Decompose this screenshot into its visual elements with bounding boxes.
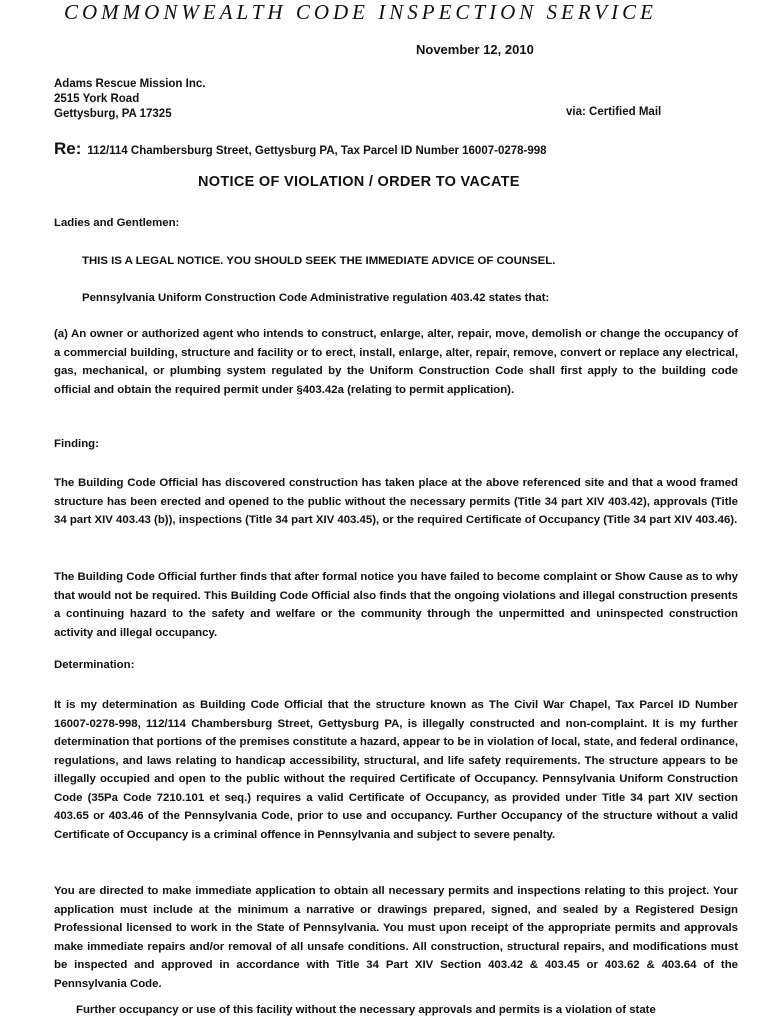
notice-title: NOTICE OF VIOLATION / ORDER TO VACATE <box>198 174 520 190</box>
finding-paragraph-1: The Building Code Official has discovered construction has taken place at the above referenced site and that a wood framed structure has been erected and opened to the public without the necessary permits (Title 34 part XIV 403.42), approvals (Title 34 part XIV 403.43 (b)), inspections (Title 34 part XIV 403.45), or the required Certificate of Occupancy (Title 34 part XIV 403.46). <box>54 477 738 526</box>
directive-paragraph: You are directed to make immediate application to obtain all necessary permits and inspections relating to this project. Your application must include at the minimum a narrative or drawings prepared, signed, and sealed by a Registered Design Professional licensed to work in the State of Pennsylvania. You must upon receipt of the appropriate permits and approvals make immediate repairs and/or removal of all unsafe conditions. All construction, structural repairs, and modifications must be inspected and approved in accordance with Title 34 Part XIV Section 403.42 & 403.45 or 403.62 & 403.64 of the Pennsylvania Code. <box>54 885 738 990</box>
re-subject: 112/114 Chambersburg Street, Gettysburg PA, Tax Parcel ID Number 16007-0278-998 <box>87 145 547 157</box>
regulation-intro: Pennsylvania Uniform Construction Code Administrative regulation 403.42 states that: <box>82 292 550 304</box>
delivery-method: via: Certified Mail <box>566 106 662 118</box>
determination-paragraph: It is my determination as Building Code Official that the structure known as The Civil War Chapel, Tax Parcel ID Number 16007-0278-998, 112/114 Chambersburg Street, Gettysburg PA, is illegally constructed and non-complaint. It is my further determination that portions of the premises constitute a hazard, appear to be in violation of local, state, and federal ordinance, regulations, and laws relating to handicap accessibility, structural, and life safety requirements. The structure appears to be illegally occupied and open to the public without the required Certificate of Occupancy. Pennsylvania Uniform Construction Code (35Pa Code 7210.101 et seq.) requires a valid Certificate of Occupancy, as provided under Title 34 part XIV section 403.65 or 403.46 of the Pennsylvania Code, prior to use and occupancy. Further Occupancy of the structure without a valid Certificate of Occupancy is a criminal offence in Pennsylvania and subject to severe penalty. <box>54 699 738 841</box>
legal-notice: THIS IS A LEGAL NOTICE. YOU SHOULD SEEK THE IMMEDIATE ADVICE OF COUNSEL. <box>82 255 556 267</box>
recipient-address <box>54 77 205 122</box>
salutation: Ladies and Gentlemen: <box>54 217 180 229</box>
letter-date: November 12, 2010 <box>416 42 534 57</box>
regulation-quote: (a) An owner or authorized agent who intends to construct, enlarge, alter, repair, move, demolish or change the occupancy of a commercial building, structure and facility or to erect, install, enlarge, alter, repair, remove, convert or replace any electrical, gas, mechanical, or plumbing system regulated by the Uniform Construction Code shall first apply to the building code official and obtain the required permit under §403.42a (relating to permit application). <box>54 328 738 396</box>
finding-paragraph-2: The Building Code Official further finds that after formal notice you have failed to become complaint or Show Cause as to why that would not be required. This Building Code Official also finds that the ongoing violations and illegal construction presents a continuing hazard to the safety and welfare or the community through the unpermitted and uninspected construction activity and illegal occupancy. <box>54 571 738 639</box>
letterhead: COMMONWEALTH CODE INSPECTION SERVICE <box>64 0 657 24</box>
re-label: Re: <box>54 139 82 158</box>
finding-heading: Finding: <box>54 438 99 450</box>
recipient-street: 2515 York Road <box>54 93 140 105</box>
re-line <box>54 139 547 159</box>
recipient-city: Gettysburg, PA 17325 <box>54 108 172 120</box>
determination-heading: Determination: <box>54 659 135 671</box>
closing-paragraph: Further occupancy or use of this facility without the necessary approvals and permits is a violation of state <box>76 1004 656 1016</box>
recipient-name: Adams Rescue Mission Inc. <box>54 78 206 90</box>
